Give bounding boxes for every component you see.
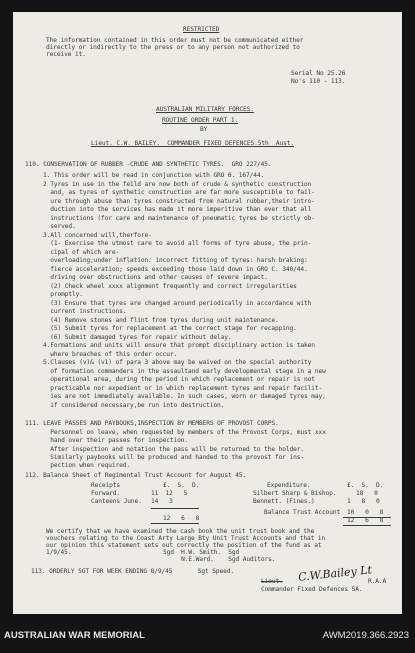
text-line: After inspection and notation the pass will be returned to the holder.: [43, 445, 305, 453]
receipts-rule: [151, 508, 199, 509]
text-line: 3.All concerned will,therfore-: [43, 231, 152, 239]
archive-footer: [0, 614, 415, 653]
section-113: 113. ORDERLY SGT FOR WEEK ENDING 8/9/45 Sgt Speed.: [31, 568, 235, 575]
text-line: hand over their passes for inspection.: [43, 437, 189, 445]
text-line: cipal of which are-: [43, 248, 120, 256]
handwritten-signature: C.W.Bailey Lt: [297, 563, 373, 584]
footer-accession-number: AWM2019.366.2923: [322, 630, 409, 641]
serial-number: Serial No 25.26: [291, 70, 346, 77]
order-numbers: No's 110 - 113.: [291, 78, 346, 85]
by-label: BY: [200, 126, 208, 133]
notice-line-1: The information contained in this order must not be communicated either: [46, 37, 304, 44]
receipts-total: 12 6 8: [163, 515, 200, 522]
organisation: AUSTRALIAN MILITARY FORCES.: [156, 106, 254, 113]
notice-line-2: directly or indirectly to the press or to any person not authorized to: [46, 44, 300, 51]
text-line: operational area, during the period in which replacement or repair is not: [43, 376, 315, 383]
signer-rank: Lieut.: [261, 578, 283, 585]
section-112-heading: 112. Balance Sheet of Regimental Trust Account for August 45.: [25, 472, 247, 479]
expenditure-amount: 18 0: [356, 490, 378, 497]
text-line: (4) Remove stones and flint from tyres during unit maintenance.: [43, 316, 279, 324]
receipts-heading: Receipts: [91, 482, 121, 489]
text-line: overloading;under inflation: incorrect fitting of tyres: harsh braking:: [43, 257, 308, 264]
text-line: instructions (for care and maintenance of pneumatic tyres be strictly ob-: [43, 214, 315, 222]
text-line: 1. This order will be read in conjunction with GRO 6. 167/44.: [43, 172, 265, 179]
order-document: [13, 12, 402, 614]
auditors-line: Sgd H.W. Smith. Sgd: [163, 549, 240, 556]
text-line: (6) Submit damaged tyres for repair without delay.: [43, 333, 232, 341]
section-111-heading: 111. LEAVE PASSES AND PAYBOOKS,INSPECTION BY MEMBERS OF PROVOST CORPS.: [25, 420, 279, 427]
text-line: ies are not immediately available. In such cases, worn or damaged tyres may,: [43, 393, 326, 400]
text-line: of formation commanders in the assaultand early developmental stage in a new: [43, 367, 326, 375]
receipt-amount: 14 3: [151, 498, 173, 505]
text-line: 5.Clauses (v)& (v1) of para 3 above may be waived on the special authority: [43, 359, 312, 366]
text-line: served.: [43, 223, 76, 230]
receipt-item: Canteens June.: [91, 498, 142, 505]
expenditure-amount: 1 8 0: [347, 498, 380, 505]
receipts-total-rule: [151, 523, 199, 524]
commander-line: Lieut. C.W. BAILEY. COMMANDER FIXED DEFENCES.5th Aust.: [91, 140, 295, 147]
signer-title: Commander Fixed Defences 5A.: [261, 586, 363, 593]
section-110-heading: 110. CONSERVATION OF RUBBER -CRUDE AND SYNTHETIC TYRES. GRO 227/45.: [25, 161, 272, 168]
certify-line: 1/9/45.: [46, 549, 72, 556]
certify-line: vouchers relating to the Coast Arty Large Bty Unit Trust Accounts and that in: [46, 535, 326, 542]
expenditure-total-rule: [343, 525, 391, 526]
text-line: (5) Submit tyres for replacement at the correct stage for recapping.: [43, 325, 297, 332]
text-line: where breaches of this order occur.: [43, 350, 178, 358]
text-line: and, as tyres of synthetic construction are far more susceptible to fail-: [43, 189, 315, 196]
text-line: Similarly paybooks will be produced and handed to the provost for ins-: [43, 453, 305, 461]
restricted-heading: RESTRICTED: [183, 26, 220, 33]
text-line: if considered necessary,be run into destruction.: [43, 401, 225, 409]
text-line: practicable nor expedient or in which replacement tyres and repair facilit-: [43, 384, 323, 392]
signer-unit: R.A.A: [368, 578, 387, 585]
text-line: promptly.: [43, 291, 83, 298]
expenditure-heading: Expenditure.: [267, 482, 311, 489]
receipt-amount: 11 12 5: [151, 490, 188, 497]
auditors-line: N.E.Ward. Sgd Auditors.: [163, 556, 276, 563]
expenditure-amount: 10 0 8: [347, 509, 384, 516]
text-line: (2) Check wheel xxxx alignment frequently and correct irregularities: [43, 282, 297, 290]
text-line: Personnel on leave, when requested by members of the Provost Corps, must xxx: [43, 429, 326, 436]
text-line: (3) Ensure that tyres are changed around periodically in accordance with: [43, 299, 312, 307]
text-line: ure through abuse than tyres constructed from natural rubber,their intro-: [43, 197, 315, 205]
footer-institution: AUSTRALIAN WAR MEMORIAL: [4, 630, 145, 641]
text-line: 4.Formations and units will ensure that prompt disciplinary action is taken: [43, 342, 315, 349]
text-line: duction into the services has made it more imperitive than ever that all: [43, 206, 312, 213]
expenditure-item: Silbert Sharp & Bishop.: [253, 490, 337, 497]
receipt-item: Forward.: [91, 490, 121, 497]
text-line: fierce acceleration; speeds exceeding those laid down in GRO C. 340/44.: [43, 265, 308, 273]
text-line: 2 Tyres in use in the feild are now both of crude & synthetic construction: [43, 180, 312, 188]
expenditure-lsd: £. S. D.: [347, 482, 384, 489]
text-line: driving over obstructions and other causes of severe impact.: [43, 274, 268, 281]
routine-order-title: ROUTINE ORDER PART 1.: [162, 117, 239, 124]
text-line: current instructions.: [43, 308, 127, 315]
expenditure-total: 12 6 8: [347, 517, 384, 524]
certify-line: our opinion this statement sets out correctly the position of the fund as at: [46, 542, 322, 549]
certify-line: We certify that we have examined the cash book the unit trust book and the: [46, 528, 315, 535]
receipts-lsd: £. S. D.: [163, 482, 200, 489]
text-line: (1- Exercise the utmost care to avoid all forms of tyre abuse, the prin-: [43, 240, 312, 247]
expenditure-item: Bennett. (Fines.): [253, 498, 315, 505]
expenditure-item: Balance Trust Account: [264, 509, 341, 516]
notice-line-3: receive it.: [46, 51, 86, 58]
text-line: pection when required.: [43, 462, 131, 470]
